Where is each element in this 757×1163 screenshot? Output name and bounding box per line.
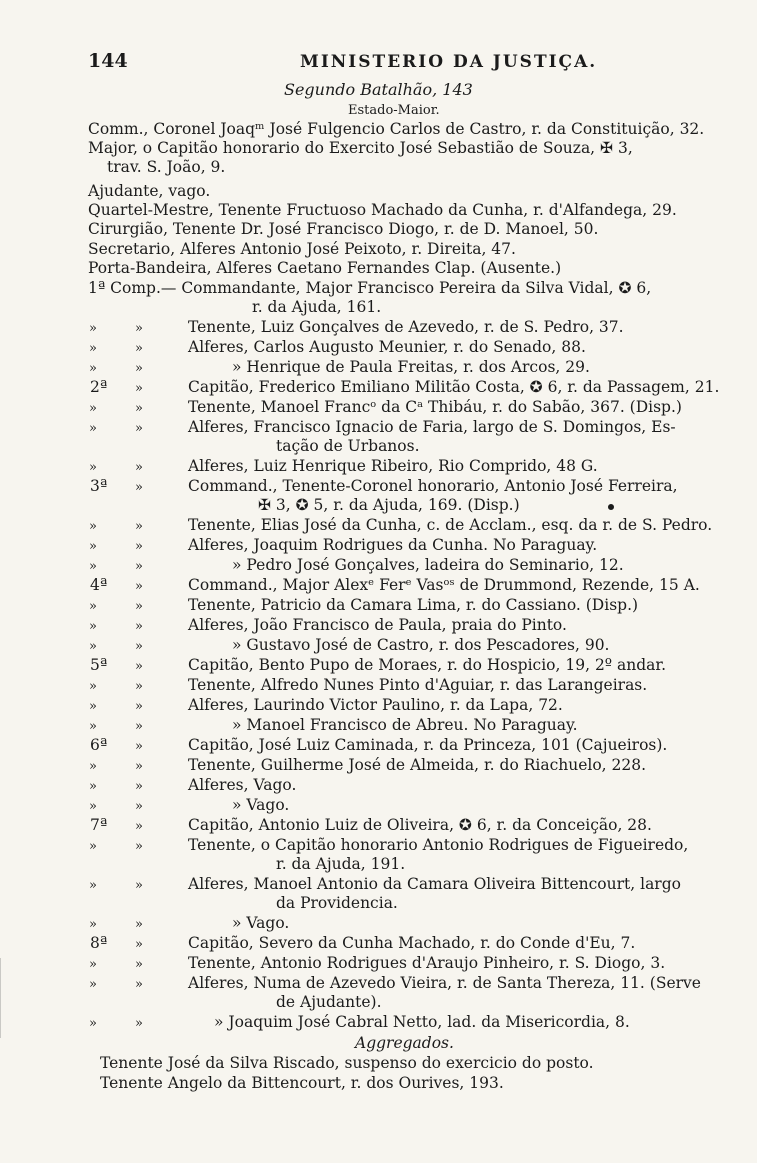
company-line: Alferes, Luiz Henrique Ribeiro, Rio Comprido, 48 G. <box>188 457 598 475</box>
ditto-mark: » <box>89 957 97 972</box>
company-line: » Henrique de Paula Freitas, r. dos Arcos, 29. <box>232 358 590 376</box>
ditto-mark: » <box>135 480 143 495</box>
company-line: da Providencia. <box>276 894 398 912</box>
ditto-mark: » <box>89 460 97 475</box>
ditto-mark: » <box>135 639 143 654</box>
company-line: Tenente, Luiz Gonçalves de Azevedo, r. de S. Pedro, 37. <box>188 318 624 336</box>
ditto-mark: » <box>135 739 143 754</box>
company-number: 2ª <box>90 378 108 396</box>
company-line: de Ajudante). <box>276 993 382 1011</box>
ditto-mark: » <box>89 421 97 436</box>
staff-line: Cirurgião, Tenente Dr. José Francisco Diogo, r. de D. Manoel, 50. <box>88 220 599 238</box>
staff-line: Secretario, Alferes Antonio José Peixoto, r. Direita, 47. <box>88 240 516 258</box>
ditto-mark: » <box>89 519 97 534</box>
ditto-mark: » <box>135 1016 143 1031</box>
company-number: 4ª <box>90 576 108 594</box>
ditto-mark: » <box>135 839 143 854</box>
aggregado-line: Tenente José da Silva Riscado, suspenso do exercicio do posto. <box>100 1054 594 1072</box>
ditto-mark: » <box>89 599 97 614</box>
company-line: r. da Ajuda, 191. <box>276 855 406 873</box>
company-number: 5ª <box>90 656 108 674</box>
company-line: Tenente, Antonio Rodrigues d'Araujo Pinheiro, r. S. Diogo, 3. <box>188 954 666 972</box>
ditto-mark: » <box>89 799 97 814</box>
ink-dot <box>608 504 614 510</box>
ditto-mark: » <box>89 361 97 376</box>
ditto-mark: » <box>135 957 143 972</box>
ditto-mark: » <box>135 539 143 554</box>
ditto-mark: » <box>89 779 97 794</box>
company-line: Capitão, Frederico Emiliano Militão Costa, ✪ 6, r. da Passagem, 21. <box>188 378 720 396</box>
ditto-mark: » <box>135 679 143 694</box>
ditto-mark: » <box>89 977 97 992</box>
company-line: » Gustavo José de Castro, r. dos Pescadores, 90. <box>232 636 610 654</box>
staff-line: Porta-Bandeira, Alferes Caetano Fernandes Clap. (Ausente.) <box>88 259 562 277</box>
ditto-mark: » <box>89 639 97 654</box>
ditto-mark: » <box>135 977 143 992</box>
company-line: Command., Tenente-Coronel honorario, Antonio José Ferreira, <box>188 477 678 495</box>
ditto-mark: » <box>135 519 143 534</box>
company-line: Alferes, Manoel Antonio da Camara Oliveira Bittencourt, largo <box>188 875 681 893</box>
ditto-mark: » <box>89 917 97 932</box>
company-line: Alferes, Numa de Azevedo Vieira, r. de Santa Thereza, 11. (Serve <box>188 974 701 992</box>
margin-smudge <box>0 958 39 1038</box>
company-line: Tenente, Manoel Francᵒ da Cᵃ Thibáu, r. do Sabão, 367. (Disp.) <box>188 398 682 416</box>
company-line: » Vago. <box>232 914 290 932</box>
ditto-mark: » <box>135 878 143 893</box>
ditto-mark: » <box>89 719 97 734</box>
company-line: ✠ 3, ✪ 5, r. da Ajuda, 169. (Disp.) <box>258 496 520 514</box>
company-line: Tenente, Elias José da Cunha, c. de Acclam., esq. da r. de S. Pedro. <box>188 516 713 534</box>
company-number: 7ª <box>90 816 108 834</box>
company-line: r. da Ajuda, 161. <box>252 298 382 316</box>
ditto-mark: » <box>89 341 97 356</box>
ditto-mark: » <box>135 819 143 834</box>
company-line: Alferes, Laurindo Victor Paulino, r. da Lapa, 72. <box>188 696 563 714</box>
ditto-mark: » <box>89 878 97 893</box>
company-line: Capitão, José Luiz Caminada, r. da Princeza, 101 (Cajueiros). <box>188 736 668 754</box>
ditto-mark: » <box>89 619 97 634</box>
page-number: 144 <box>88 50 128 72</box>
company-line: Tenente, Alfredo Nunes Pinto d'Aguiar, r. das Larangeiras. <box>188 676 648 694</box>
ditto-mark: » <box>135 559 143 574</box>
ditto-mark: » <box>135 421 143 436</box>
company-line: » Pedro José Gonçalves, ladeira do Seminario, 12. <box>232 556 624 574</box>
staff-line: trav. S. João, 9. <box>107 158 226 176</box>
ditto-mark: » <box>135 659 143 674</box>
ditto-mark: » <box>89 559 97 574</box>
company-line: Command., Major Alexᵉ Ferᵉ Vasᵒˢ de Drummond, Rezende, 15 A. <box>188 576 700 594</box>
ditto-mark: » <box>135 341 143 356</box>
company-line: Capitão, Antonio Luiz de Oliveira, ✪ 6, r. da Conceição, 28. <box>188 816 652 834</box>
ditto-mark: » <box>135 719 143 734</box>
company-line: Alferes, Francisco Ignacio de Faria, largo de S. Domingos, Es- <box>188 418 676 436</box>
ditto-mark: » <box>89 1016 97 1031</box>
ditto-mark: » <box>135 917 143 932</box>
company-line: Capitão, Bento Pupo de Moraes, r. do Hospicio, 19, 2º andar. <box>188 656 667 674</box>
company-line: 1ª Comp.— Commandante, Major Francisco Pereira da Silva Vidal, ✪ 6, <box>88 279 652 297</box>
ditto-mark: » <box>135 759 143 774</box>
company-number: 6ª <box>90 736 108 754</box>
ditto-mark: » <box>135 779 143 794</box>
ditto-mark: » <box>135 401 143 416</box>
ditto-mark: » <box>135 699 143 714</box>
company-line: » Vago. <box>232 796 290 814</box>
ditto-mark: » <box>135 381 143 396</box>
company-line: Alferes, Carlos Augusto Meunier, r. do Senado, 88. <box>188 338 586 356</box>
page-title: MINISTERIO DA JUSTIÇA. <box>300 52 598 72</box>
ditto-mark: » <box>89 699 97 714</box>
company-number: 8ª <box>90 934 108 952</box>
ditto-mark: » <box>135 937 143 952</box>
staff-line: Ajudante, vago. <box>88 182 211 200</box>
section-heading: Estado-Maior. <box>348 103 440 118</box>
company-line: » Joaquim José Cabral Netto, lad. da Misericordia, 8. <box>214 1013 630 1031</box>
company-line: Alferes, Joaquim Rodrigues da Cunha. No Paraguay. <box>188 536 598 554</box>
ditto-mark: » <box>135 799 143 814</box>
staff-line: Comm., Coronel Joaqᵐ José Fulgencio Carlos de Castro, r. da Constituição, 32. <box>88 120 705 138</box>
company-number: 3ª <box>90 477 108 495</box>
battalion-subtitle: Segundo Batalhão, 143 <box>284 80 473 99</box>
aggregado-line: Tenente Angelo da Bittencourt, r. dos Ourives, 193. <box>100 1074 504 1092</box>
company-line: Tenente, Patricio da Camara Lima, r. do Cassiano. (Disp.) <box>188 596 639 614</box>
company-line: Tenente, o Capitão honorario Antonio Rodrigues de Figueiredo, <box>188 836 689 854</box>
ditto-mark: » <box>135 321 143 336</box>
company-line: tação de Urbanos. <box>276 437 420 455</box>
company-line: Alferes, João Francisco de Paula, praia do Pinto. <box>188 616 567 634</box>
ditto-mark: » <box>135 361 143 376</box>
ditto-mark: » <box>135 579 143 594</box>
ditto-mark: » <box>89 321 97 336</box>
company-line: » Manoel Francisco de Abreu. No Paraguay. <box>232 716 578 734</box>
staff-line: Quartel-Mestre, Tenente Fructuoso Machado da Cunha, r. d'Alfandega, 29. <box>88 201 677 219</box>
ditto-mark: » <box>89 401 97 416</box>
ditto-mark: » <box>89 679 97 694</box>
company-line: Alferes, Vago. <box>188 776 297 794</box>
staff-line: Major, o Capitão honorario do Exercito José Sebastião de Souza, ✠ 3, <box>88 139 633 157</box>
ditto-mark: » <box>89 759 97 774</box>
ditto-mark: » <box>89 539 97 554</box>
company-line: Tenente, Guilherme José de Almeida, r. do Riachuelo, 228. <box>188 756 647 774</box>
ditto-mark: » <box>135 619 143 634</box>
ditto-mark: » <box>135 460 143 475</box>
ditto-mark: » <box>89 839 97 854</box>
aggregados-heading: Aggregados. <box>355 1034 454 1052</box>
ditto-mark: » <box>135 599 143 614</box>
company-line: Capitão, Severo da Cunha Machado, r. do Conde d'Eu, 7. <box>188 934 636 952</box>
